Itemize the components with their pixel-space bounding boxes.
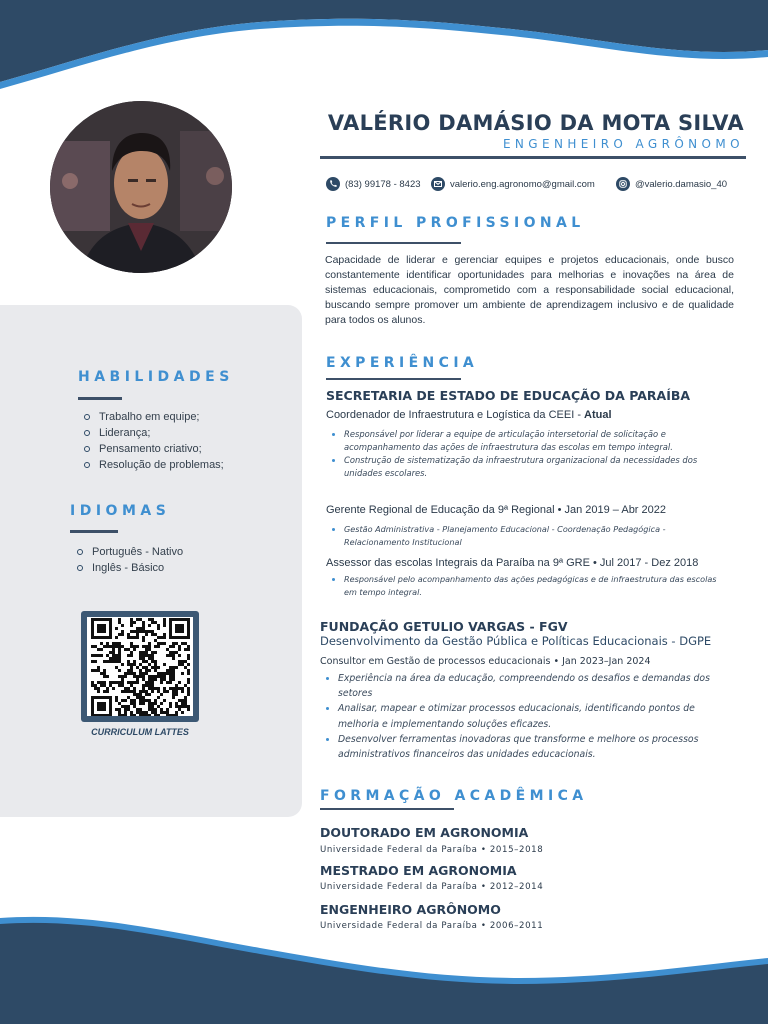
list-item	[77, 544, 183, 560]
list-item	[84, 425, 224, 441]
bottom-wave-decoration	[0, 900, 768, 1024]
skills-rule	[78, 397, 122, 400]
phone-text: (83) 99178 - 8423	[345, 178, 421, 190]
job-title-1	[326, 409, 612, 421]
qr-code-icon	[87, 617, 193, 716]
skill-label: Pensamento criativo;	[99, 443, 202, 455]
bullet-ring-icon	[84, 414, 90, 420]
degree-masters: MESTRADO EM AGRONOMIA	[320, 863, 517, 878]
person-name: VALÉRIO DAMÁSIO DA MOTA SILVA	[327, 111, 744, 135]
org-fgv: FUNDAÇÃO GETULIO VARGAS - FGV	[320, 619, 568, 634]
degree-bachelor-institution: Universidade Federal da Paraíba • 2006–2011	[320, 921, 544, 931]
job-3-bullets	[326, 573, 728, 599]
bullet-ring-icon	[77, 565, 83, 571]
degree-doctorate: DOUTORADO EM AGRONOMIA	[320, 825, 529, 840]
profile-rule	[326, 242, 461, 244]
contact-email[interactable]	[431, 176, 595, 192]
languages-title: IDIOMAS	[70, 503, 171, 519]
list-item: Desenvolver ferramentas inovadoras que transforme e melhore os processos administrativos financeiros das unidades educacionais.	[320, 732, 720, 762]
list-item	[77, 560, 183, 576]
languages-list	[77, 544, 183, 576]
bullet-ring-icon	[84, 430, 90, 436]
list-item: Responsável por liderar a equipe de articulação intersetorial de solicitação e acompanhamento das ações de infraestrutura das escolas em tempo integral.	[326, 428, 726, 454]
org-seepb: SECRETARIA DE ESTADO DE EDUCAÇÃO DA PARAÍBA	[326, 388, 691, 403]
job-4-bullets	[320, 671, 720, 762]
email-text: valerio.eng.agronomo@gmail.com	[450, 178, 595, 190]
job-status: Atual	[584, 409, 612, 421]
profile-text: Capacidade de liderar e gerenciar equipes e projetos educacionais, onde busco constantemente identificar oportunidades para melhorias e inovações na área de sistemas educacionais, comprometido com a responsabilidade social educacional, buscando sempre promover um ambiente de aprendizagem inclusivo e de qualidade para todos os alunos.	[325, 254, 734, 327]
skill-label: Liderança;	[99, 427, 151, 439]
skill-label: Trabalho em equipe;	[99, 411, 200, 423]
contact-instagram[interactable]	[616, 176, 727, 192]
instagram-icon	[616, 177, 630, 191]
job-1-bullets	[326, 428, 726, 480]
instagram-text: @valerio.damasio_40	[635, 178, 728, 190]
profile-section-title: PERFIL PROFISSIONAL	[326, 215, 585, 231]
phone-icon	[326, 177, 340, 191]
org-fgv-subtitle: Desenvolvimento da Gestão Pública e Políticas Educacionais - DGPE	[320, 634, 712, 648]
job-title-3: Assessor das escolas Integrais da Paraíba na 9ª GRE • Jul 2017 - Dez 2018	[326, 557, 699, 569]
person-role: ENGENHEIRO AGRÔNOMO	[502, 137, 744, 151]
degree-bachelor: ENGENHEIRO AGRÔNOMO	[320, 902, 501, 917]
qr-code-frame[interactable]	[81, 611, 199, 722]
profile-photo	[50, 101, 232, 273]
top-wave-decoration	[0, 0, 768, 95]
degree-masters-institution: Universidade Federal da Paraíba • 2012–2014	[320, 882, 544, 892]
language-label: Inglês - Básico	[92, 562, 165, 574]
list-item: Experiência na área da educação, compreendendo os desafios e demandas dos setores	[320, 671, 720, 701]
list-item: Analisar, mapear e otimizar processos educacionais, identificando pontos de melhoria e implementando soluções eficazes.	[320, 701, 720, 731]
job-title-1-text: Coordenador de Infraestrutura e Logística da CEEI -	[326, 409, 585, 421]
degree-doctorate-institution: Universidade Federal da Paraíba • 2015–2018	[320, 845, 544, 855]
job-title-2: Gerente Regional de Educação da 9ª Regional • Jan 2019 – Abr 2022	[326, 504, 667, 516]
language-label: Português - Nativo	[92, 546, 184, 558]
email-icon	[431, 177, 445, 191]
list-item	[84, 409, 224, 425]
contact-phone[interactable]	[326, 176, 421, 192]
name-divider	[320, 156, 746, 159]
list-item: Construção de sistematização da infraestrutura organizacional da necessidades dos unidades escolares.	[326, 454, 726, 480]
skills-list	[84, 409, 224, 473]
list-item	[84, 441, 224, 457]
job-2-bullets	[326, 523, 706, 549]
experience-rule	[326, 378, 461, 380]
list-item: Gestão Administrativa - Planejamento Educacional - Coordenação Pedagógica - Relacionamento Institucional	[326, 523, 706, 549]
bullet-ring-icon	[77, 549, 83, 555]
experience-section-title: EXPERIÊNCIA	[326, 355, 479, 371]
skills-title: HABILIDADES	[78, 369, 234, 385]
education-section-title: FORMAÇÃO ACADÊMICA	[320, 788, 588, 804]
bullet-ring-icon	[84, 462, 90, 468]
job-title-4: Consultor em Gestão de processos educacionais • Jan 2023–Jan 2024	[320, 656, 651, 667]
education-rule	[320, 808, 454, 810]
qr-caption: CURRICULUM LATTES	[91, 727, 189, 737]
list-item: Responsável pelo acompanhamento das ações pedagógicas e de infraestrutura das escolas em tempo integral.	[326, 573, 728, 599]
skill-label: Resolução de problemas;	[99, 459, 224, 471]
bullet-ring-icon	[84, 446, 90, 452]
languages-rule	[70, 530, 118, 533]
list-item	[84, 457, 224, 473]
